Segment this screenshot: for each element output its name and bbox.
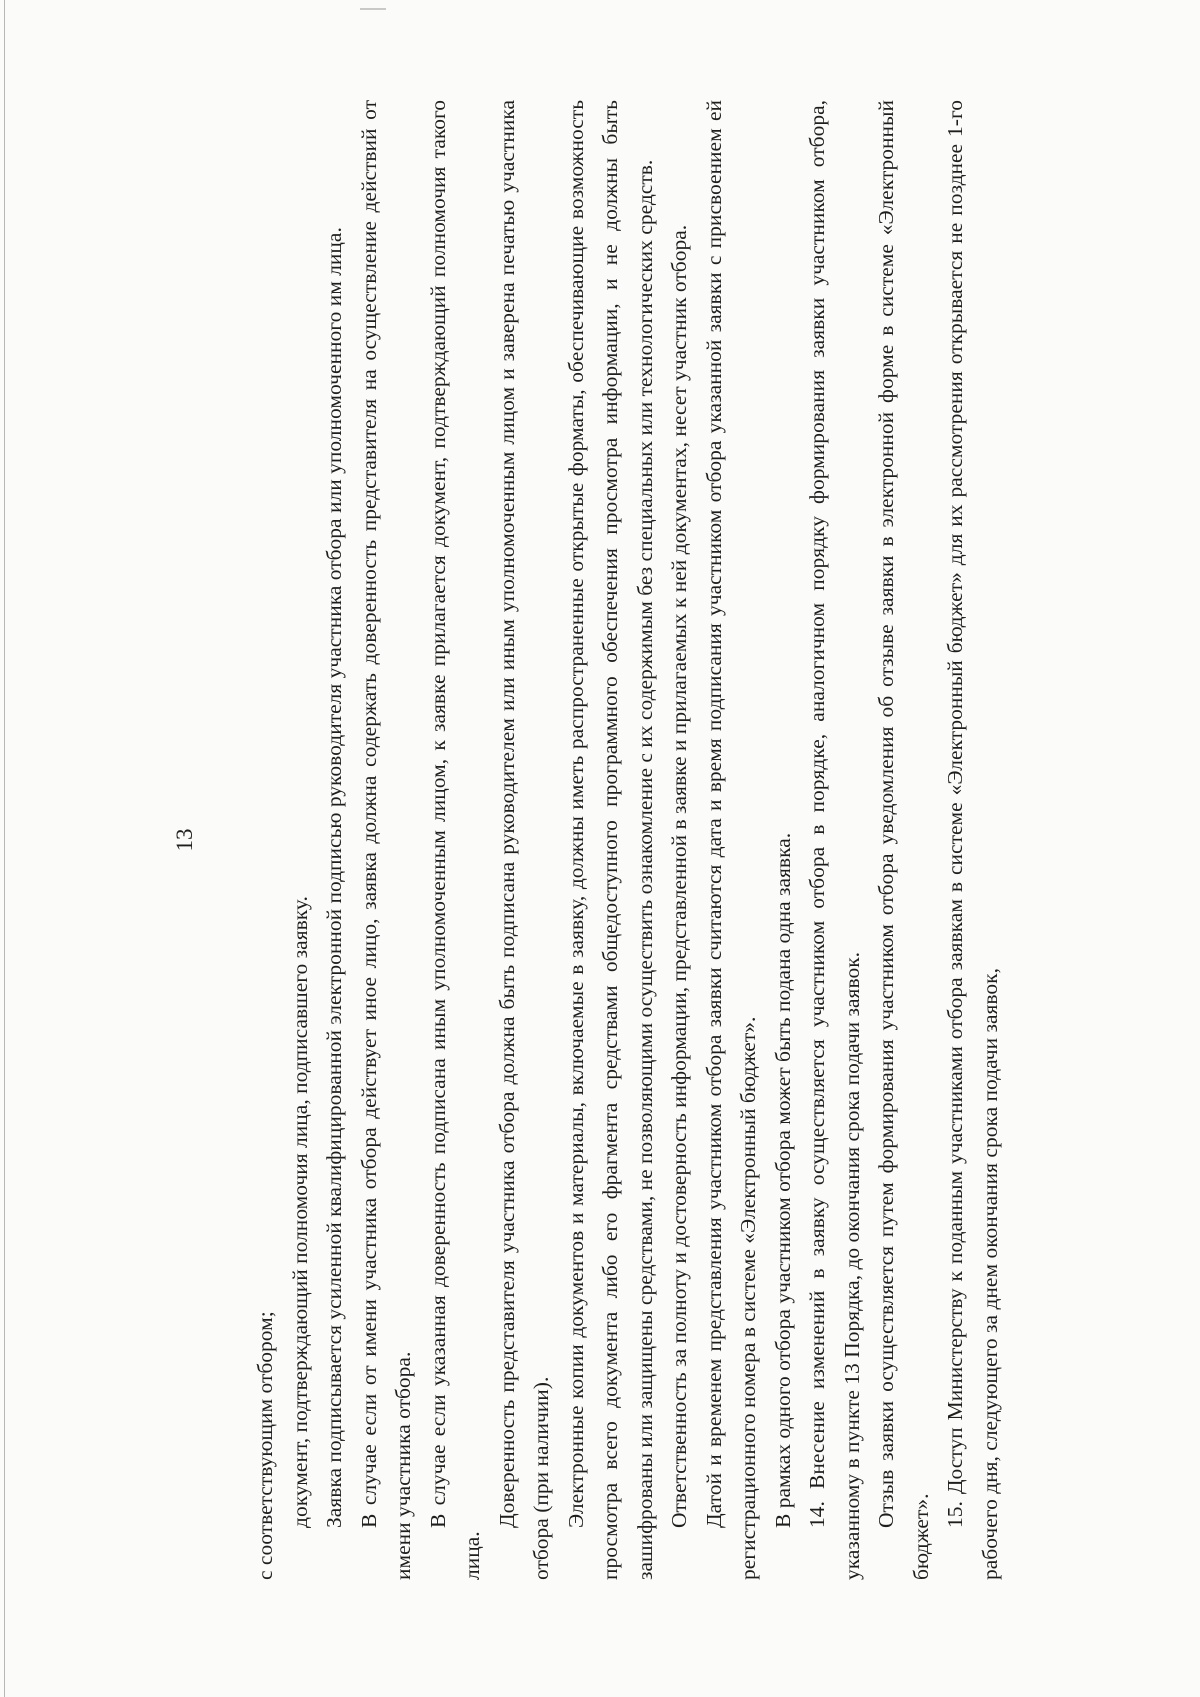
paragraph: 15. Доступ Министерству к поданным участниками отбора заявкам в системе «Электронный бюджет» для их рассмотрения открывается не позднее 1-го рабочего дня, следующего за днем окончания срока подачи заявок, (943, 100, 1002, 1580)
paragraph: Заявка подписывается усиленной квалифицированной электронной подписью руководителя участника отбора или уполномоченного им лица. (322, 227, 346, 1528)
paragraph: Доверенность представителя участника отбора должна быть подписана руководителем или иным уполномоченным лицом и заверена печатью участника отбора (при наличии). (494, 100, 553, 1580)
paragraph: 14. Внесение изменений в заявку осуществляется участником отбора в порядке, аналогичном порядку формирования заявки участником отбора, указанному в пункте 13 Порядка, до окончания срока подачи заявок. (805, 100, 864, 1580)
paragraph: документ, подтверждающий полномочия лица, подписавшего заявку. (287, 896, 312, 1528)
paragraph: В рамках одного отбора участником отбора может быть подана одна заявка. (770, 832, 795, 1528)
paragraph: Ответственность за полноту и достоверность информации, представленной в заявке и прилагаемых к ней документах, несет участник отбора. (667, 224, 691, 1528)
paragraph: Датой и временем представления участником отбора заявки считаются дата и время подписания участником отбора указанной заявки с присвоением ей регистрационного номера в системе «Электронный бюджет». (701, 100, 760, 1580)
paragraph: В случае если указанная доверенность подписана иным уполномоченным лицом, к заявке прилагается документ, подтверждающий полномочия такого лица. (425, 100, 484, 1580)
paragraph: В случае если от имени участника отбора действует иное лицо, заявка должна содержать доверенность представителя на осуществление действий от имени участника отбора. (356, 100, 415, 1580)
document-body (248, 100, 1007, 1580)
rotated-text-block (170, 100, 1070, 1580)
page-number: 13 (172, 828, 197, 852)
scan-edge-line (4, 0, 5, 1697)
paragraph: с соответствующим отбором; (253, 1311, 277, 1580)
paragraph: Электронные копии документов и материалы, включаемые в заявку, должны иметь распространенные открытые форматы, обеспечивающие возможность просмотра всего документа либо его фрагмента средствами общедоступного программного обеспечения просмотра информации, и не должны быть зашифрованы или защищены средствами, не позволяющими осуществить ознакомление с их содержимым без специальных или технологических средств. (563, 100, 657, 1580)
scan-mark (360, 8, 386, 10)
paragraph: Отзыв заявки осуществляется путем формирования участником отбора уведомления об отзыве заявки в электронной форме в системе «Электронный бюджет». (874, 100, 933, 1580)
